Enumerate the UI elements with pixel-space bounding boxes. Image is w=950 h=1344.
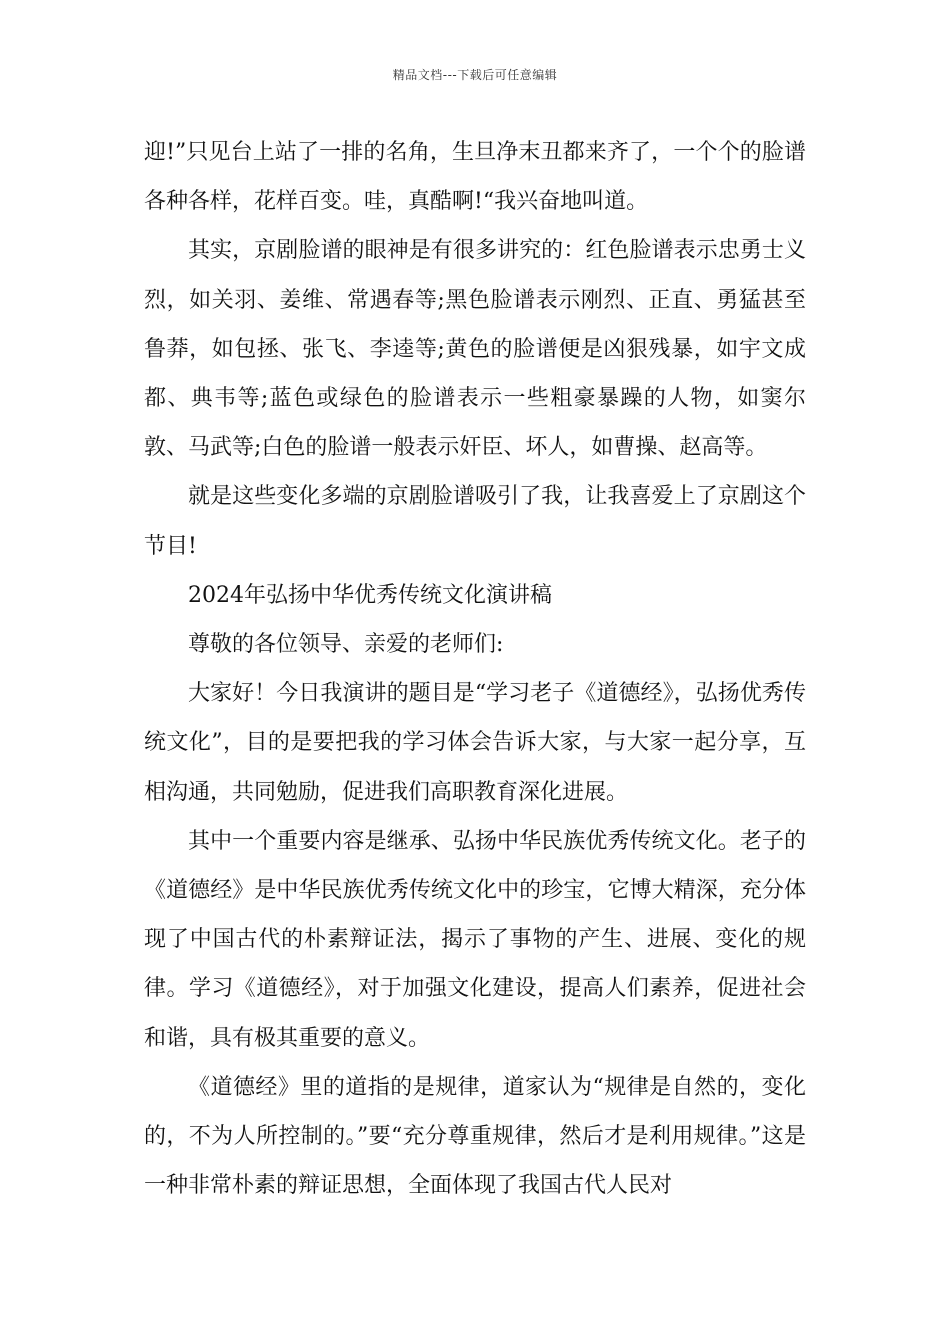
paragraph-greeting: 大家好！今日我演讲的题目是“学习老子《道德经》，弘扬优秀传统文化”，目的是要把我的学习体会告诉大家，与大家一起分享，互相沟通，共同勉励，促进我们高职教育深化进展。 (144, 681, 806, 805)
paragraph-continuation: 迎!”只见台上站了一排的名角，生旦净末丑都来齐了，一个个的脸谱各种各样，花样百变。哇，真酷啊!“我兴奋地叫道。 (144, 140, 806, 215)
paragraph-facial-colors: 其实，京剧脸谱的眼神是有很多讲究的：红色脸谱表示忠勇士义烈，如关羽、姜维、常遇春等;黑色脸谱表示刚烈、正直、勇猛甚至鲁莽，如包拯、张飞、李逵等;黄色的脸谱便是凶狠残暴，如宇文成都、典韦等;蓝色或绿色的脸谱表示一些粗豪暴躁的人物，如窦尔敦、马武等;白色的脸谱一般表示奸臣、坏人，如曹操、赵高等。 (144, 238, 806, 461)
paragraph-daodejing-value: 其中一个重要内容是继承、弘扬中华民族优秀传统文化。老子的《道德经》是中华民族优秀传统文化中的珍宝，它博大精深，充分体现了中国古代的朴素辩证法，揭示了事物的产生、进展、变化的规律。学习《道德经》，对于加强文化建设，提高人们素养，促进社会和谐，具有极其重要的意义。 (144, 828, 806, 1051)
speech-title: 2024年弘扬中华优秀传统文化演讲稿 (188, 582, 552, 608)
document-body (144, 128, 806, 1210)
paragraph-dao-meaning: 《道德经》里的道指的是规律，道家认为“规律是自然的，变化的，不为人所控制的。”要“充分尊重规律，然后才是利用规律。”这是一种非常朴素的辩证思想，全面体现了我国古代人民对 (144, 1074, 806, 1199)
speech-salutation: 尊敬的各位领导、亲爱的老师们: (188, 632, 504, 658)
page-header: 精品文档---下载后可任意编辑 (392, 68, 558, 82)
paragraph-conclusion: 就是这些变化多端的京剧脸谱吸引了我，让我喜爱上了京剧这个节目! (144, 484, 806, 559)
